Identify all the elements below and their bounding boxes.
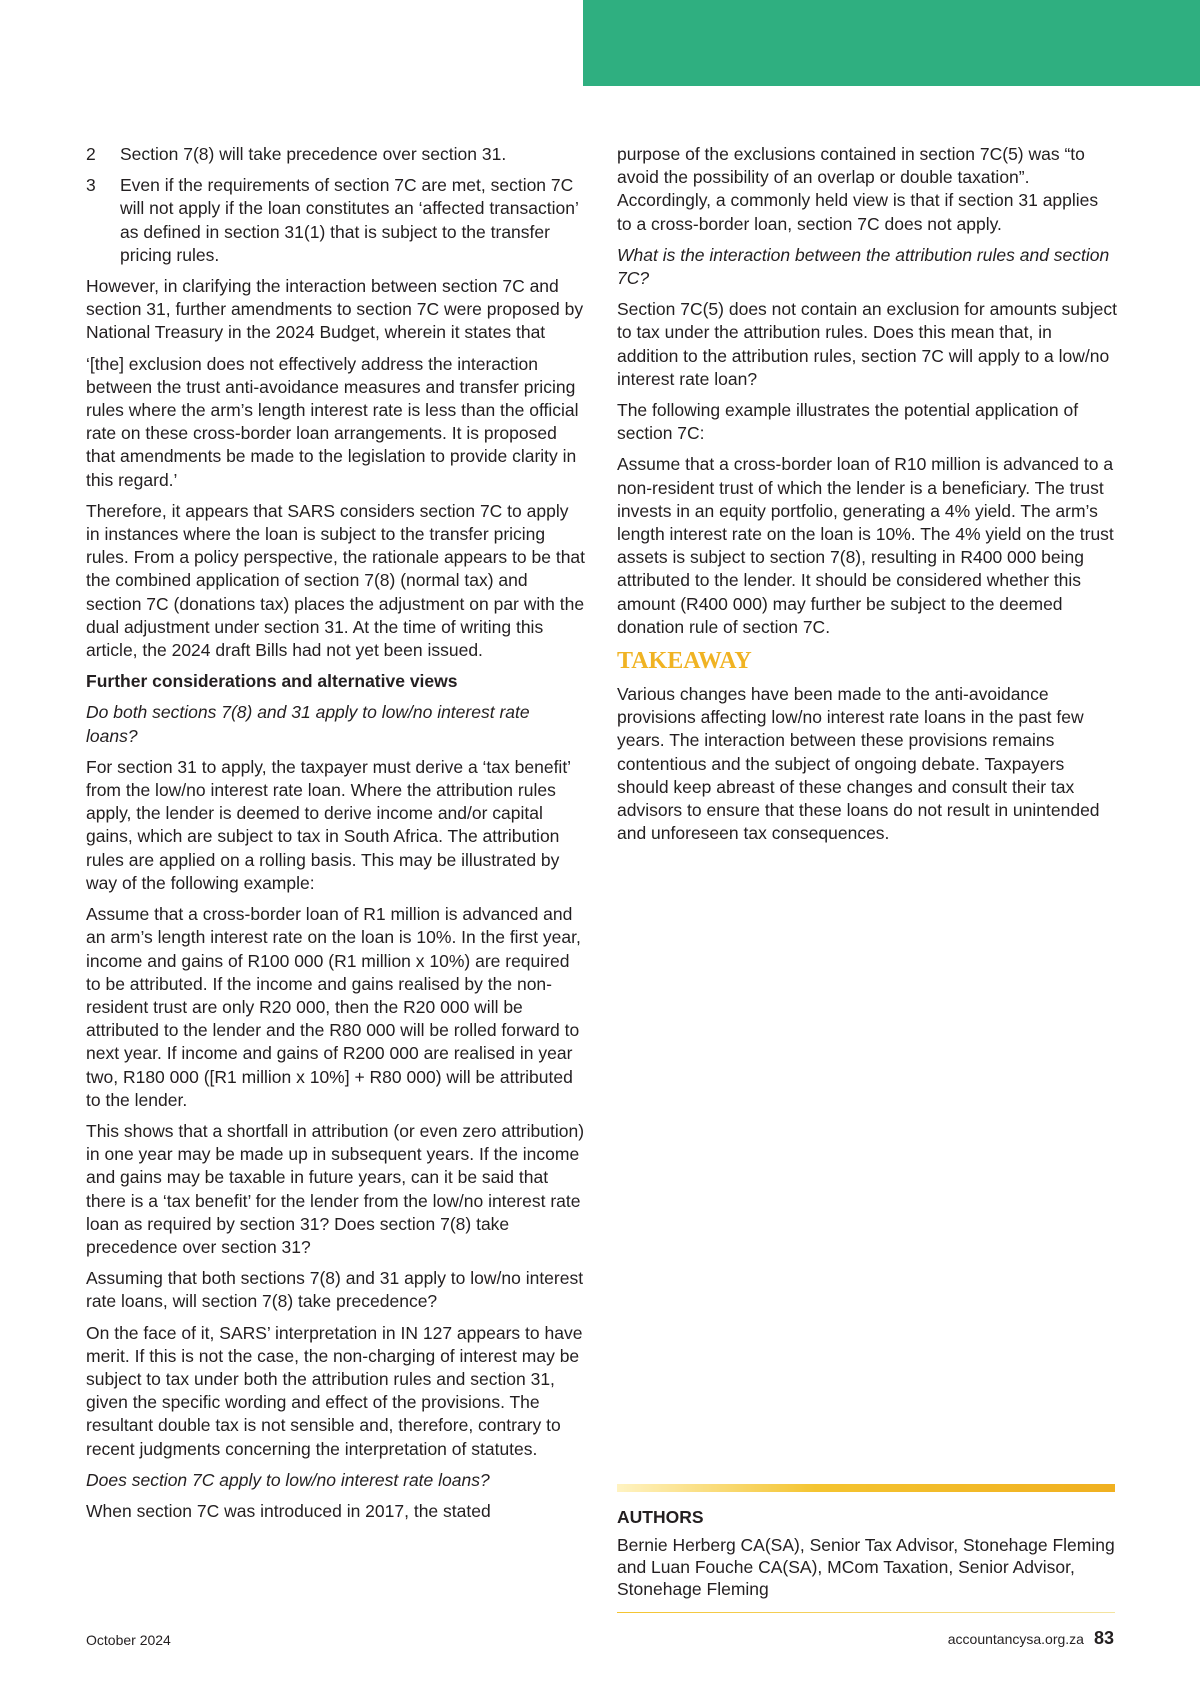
authors-block	[617, 1484, 1117, 1613]
takeaway-heading: TAKEAWAY	[617, 648, 752, 675]
question-heading: Does section 7C apply to low/no interest rate loans?	[86, 1469, 490, 1490]
authors-heading: AUTHORS	[617, 1507, 704, 1527]
list-item	[86, 143, 586, 166]
paragraph: purpose of the exclusions contained in section 7C(5) was “to avoid the possibility of an overlap or double taxation”. Accordingly, a commonly held view is that if section 31 applies to a cross-border loan, section 7C does not apply.	[617, 144, 1099, 234]
paragraph: This shows that a shortfall in attribution (or even zero attribution) in one year may be made up in subsequent years. If the income and gains may be taxable in future years, can it be said that there is a ‘tax benefit’ for the lender from the low/no interest rate loan as required by section 31? Does section 7(8) take precedence over section 31?	[86, 1120, 585, 1257]
takeaway-paragraph: Various changes have been made to the anti-avoidance provisions affecting low/no interest rate loans in the past few years. The interaction between these provisions remains contentious and the subject of ongoing debate. Taxpayers should keep abreast of these changes and consult their tax advisors to ensure that these loans do not result in unintended and unforeseen tax consequences.	[617, 684, 1100, 844]
paragraph: Assuming that both sections 7(8) and 31 apply to low/no interest rate loans, will section 7(8) take precedence?	[86, 1268, 584, 1312]
paragraph: Section 7C(5) does not contain an exclusion for amounts subject to tax under the attribution rules. Does this mean that, in addition to the attribution rules, section 7C will apply to a low/no interest rate loan?	[617, 299, 1118, 389]
footer-date: October 2024	[86, 1632, 171, 1648]
list-text: Section 7(8) will take precedence over section 31.	[120, 144, 507, 164]
authors-text: Bernie Herberg CA(SA), Senior Tax Advisor, Stonehage Fleming and Luan Fouche CA(SA), MCom Taxation, Senior Advisor, Stonehage Fleming	[617, 1535, 1115, 1599]
list-number: 3	[86, 175, 96, 196]
list-item	[86, 174, 586, 267]
paragraph: Assume that a cross-border loan of R10 million is advanced to a non-resident trust of which the lender is a beneficiary. The trust invests in an equity portfolio, generating a 4% yield. The arm’s length interest rate on the loan is 10%. The 4% yield on the trust assets is subject to section 7(8), resulting in R400 000 being attributed to the lender. It should be considered whether this amount (R400 000) may further be subject to the deemed donation rule of section 7C.	[617, 454, 1114, 637]
question-heading: What is the interaction between the attribution rules and section 7C?	[617, 244, 1110, 289]
paragraph: The following example illustrates the potential application of section 7C:	[617, 400, 1079, 444]
paragraph: On the face of it, SARS’ interpretation in IN 127 appears to have merit. If this is not the case, the non-charging of interest may be subject to tax under both the attribution rules and section 31, given the specific wording and effect of the provisions. The resultant double tax is not sensible and, therefore, contrary to recent judgments concerning the interpretation of statutes.	[86, 1322, 583, 1459]
list-number: 2	[86, 144, 96, 164]
authors-bottom-rule	[617, 1612, 1115, 1613]
right-column	[617, 143, 1117, 853]
section-heading: Further considerations and alternative views	[86, 671, 458, 692]
budget-quote: ‘[the] exclusion does not effectively address the interaction between the trust anti-avoidance measures and transfer pricing rules where the arm’s length interest rate is less than the official rate on these cross-border loan arrangements. It is proposed that amendments be made to the legislation to provide clarity in this regard.’	[86, 353, 579, 490]
list-text: Even if the requirements of section 7C are met, section 7C will not apply if the loan constitutes an ‘affected transaction’ as defined in section 31(1) that is subject to the transfer pricing rules.	[120, 175, 579, 265]
page-number: 83	[1093, 1628, 1114, 1648]
footer-website: accountancysa.org.za	[947, 1631, 1084, 1647]
question-heading: Do both sections 7(8) and 31 apply to low/no interest rate loans?	[86, 702, 530, 746]
paragraph: When section 7C was introduced in 2017, the stated	[86, 1500, 491, 1521]
paragraph: However, in clarifying the interaction between section 7C and section 31, further amendments to section 7C were proposed by National Treasury in the 2024 Budget, wherein it states that	[86, 276, 584, 343]
authors-divider-bar	[617, 1484, 1115, 1492]
paragraph: Assume that a cross-border loan of R1 million is advanced and an arm’s length interest rate on the loan is 10%. In the first year, income and gains of R100 000 (R1 million x 10%) are required to be attributed. If the income and gains realised by the non-resident trust are only R20 000, then the R20 000 will be attributed to the lender and the R80 000 will be rolled forward to next year. If income and gains of R200 000 are realised in year two, R180 000 ([R1 million x 10%] + R80 000) will be attributed to the lender.	[86, 904, 581, 1110]
left-column	[86, 143, 586, 1531]
paragraph: Therefore, it appears that SARS considers section 7C to apply in instances where the loan is subject to the transfer pricing rules. From a policy perspective, the rationale appears to be that the combined application of section 7(8) (normal tax) and section 7C (donations tax) places the adjustment on par with the dual adjustment under section 31. At the time of writing this article, the 2024 draft Bills had not yet been issued.	[86, 500, 586, 661]
paragraph: For section 31 to apply, the taxpayer must derive a ‘tax benefit’ from the low/no interest rate loan. Where the attribution rules apply, the lender is deemed to derive income and/or capital gains, which are subject to tax in South Africa. The attribution rules are applied on a rolling basis. This may be illustrated by way of the following example:	[86, 756, 571, 893]
footer-right	[948, 1628, 1114, 1649]
top-color-bar	[583, 0, 1200, 86]
